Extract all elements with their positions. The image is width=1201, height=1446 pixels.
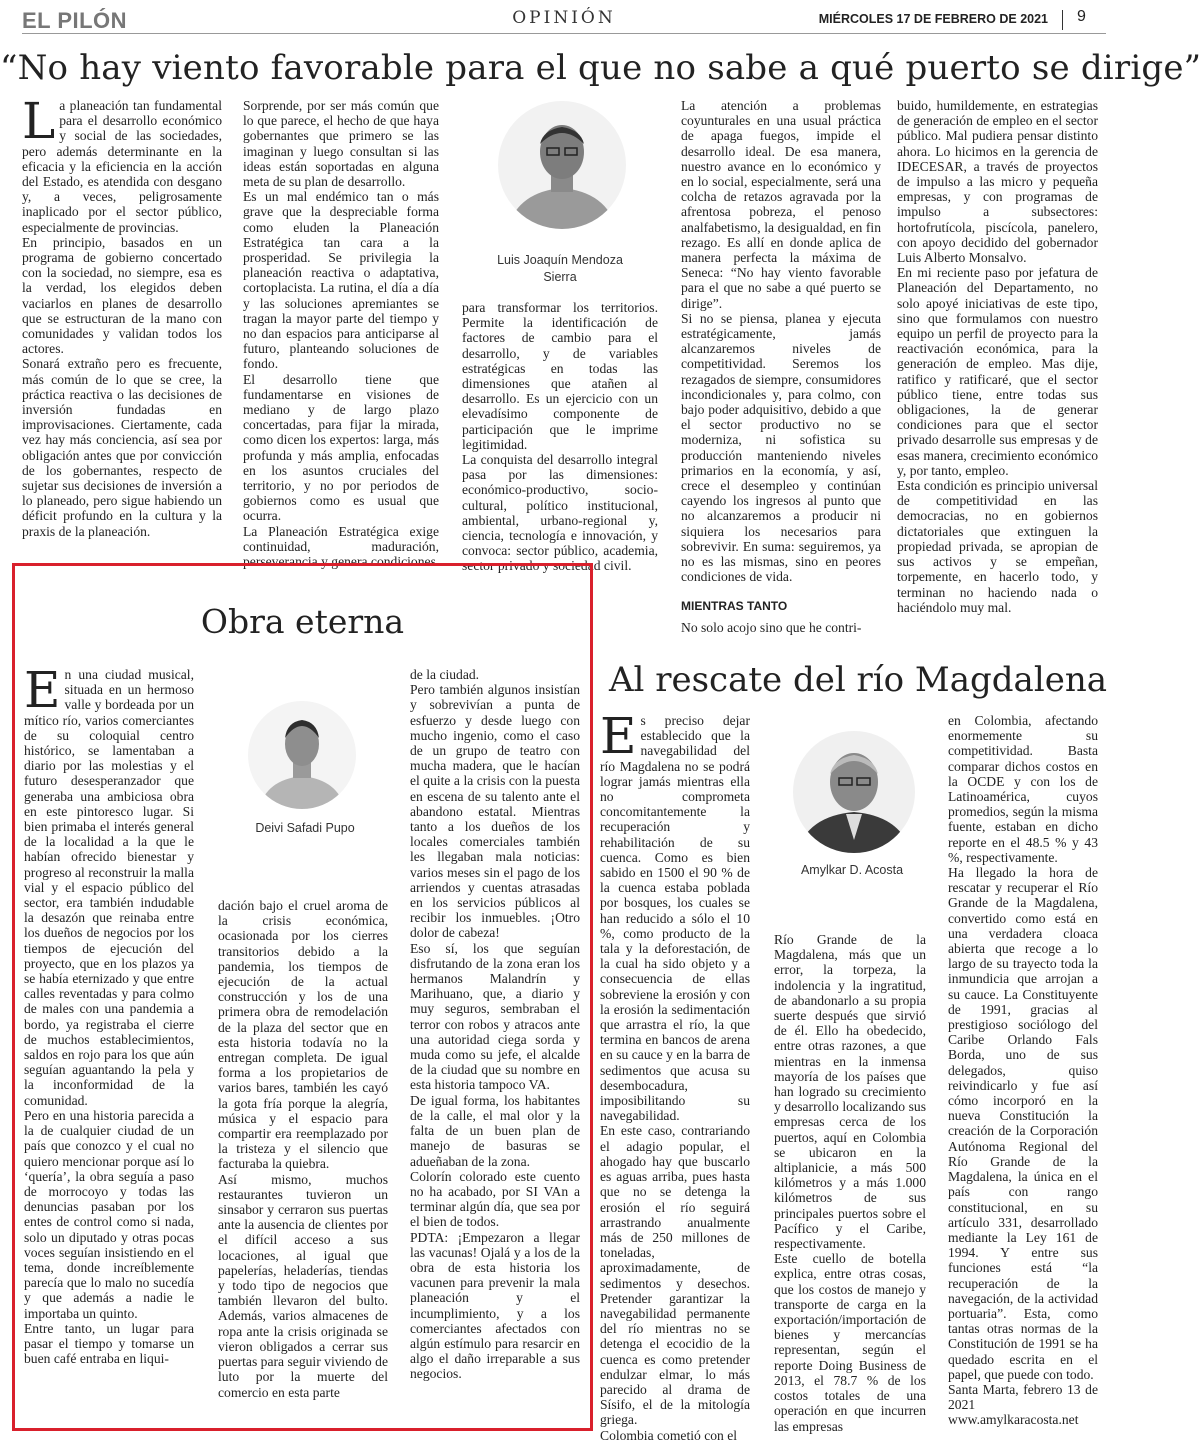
article2-column-1 [24,661,194,1423]
article1-text-3: para transformar los territorios. Permite la identificación de factores de cambio para el desarrollo, y de variables estratégicas en todas las dimensiones que atañen al desarrollo. Es un ejercicio con un elevadísimo componente de participación que le imprime legitimidad. La conquista del desarrollo integral pasa por las dimensiones: económico-productivo, socio-cultural, político institucional, ambiental, urbano-regional y, ciencia, tecnología e innovación, y convoca: sector público, academia, sector privado y sociedad civil. [462,300,658,574]
issue-date: MIÉRCOLES 17 DE FEBRERO DE 2021 [818,12,1048,26]
article2-column-3 [410,667,580,1423]
article3-column-2 [774,932,926,1434]
article2-column-2 [218,898,388,1423]
page-number: 9 [1077,8,1086,25]
article2-text-2: dación bajo el cruel aroma de la crisis económica, ocasionada por los cierres transitorios debido a la pandemia, los tiempos de ejecución de la actual construcción y los de una primera obra de remodelación de la plaza del sector que en esta historia todavía no la entregan completa. De igual forma a los propietarios de varios bares, también les cayó la gota fría porque la alegría, música y el espacio para compartir era reemplazado por la tristeza y el silencio que facturaba la quiebra. Así mismo, muchos restaurantes tuvieron un sinsabor y cerraron sus puertas ante la ausencia de clientes por el difícil acceso a sus locaciones, al igual que papelerías, heladerías, tiendas y todo tipo de negocios que también llevaron del bulto. Además, varios almacenes de ropa ante la crisis originada se vieron obligados a cerrar sus puertas para seguir viviendo de luto por la muerte del comercio en esta parte [218,898,388,1400]
article3-text-2: Río Grande de la Magdalena, más que un error, la torpeza, la indolencia y la ingratitud, de abandonarlo a su propia suerte después que sirvió de él. Ello ha obedecido, entre otras razones, a que mientras en la inmensa mayoría de los países que han logrado su crecimiento y desarrollo localizando sus empresas cerca de los puertos, aquí en Colombia se ubicaron en la altiplanicie, a más 500 kilómetros y a más 1.000 kilómetros de sus principales puertos sobre el Pacífico y el Caribe, respectivamente. Este cuello de botella explica, entre otras cosas, que los costos de manejo y transporte de carga en la exportación/importación de bienes y mercancías representan, según el reporte Doing Business de 2013, el 78.7 % de los costos totales de una operación en que incurren las empresas [774,932,926,1434]
article3-text-3: en Colombia, afectando enormemente su competitividad. Basta comparar dichos costos en la OCDE y con los de Latinoamérica, cuyos promedios, según la misma fuente, estaban en dicho reporte en el 48.5 % y 43 %, respectivamente. Ha llegado la hora de rescatar y recuperar el Río Grande de la Magdalena, convertido como está en una verdadera cloaca abierta que recoge a lo largo de su trayecto toda la inmundicia que arrojan a su cauce. La Constituyente de 1991, gracias al prestigioso sociólogo del Caribe Orlando Fals Borda, uno de sus delegados, quiso reivindicarlo y fue así cómo incorporó en la nueva Constitución la creación de la Corporación Autónoma Regional del Río Grande de la Magdalena, la única en el país con rango constitucional, en su artículo 331, desarrollado mediante la Ley 161 de 1994. Y entre sus funciones está “la recuperación de la navegación, de la actividad portuaria”. Esta, como tantas otras normas de la Constitución de 1991 se ha quedado escrita en el papel, que puede con todo. Santa Marta, febrero 13 de 2021 www.amylkaracosta.net [948,713,1098,1428]
drop-cap: E [24,661,61,719]
article2-text-1: n una ciudad musical, situada en un hermoso valle y bordeada por un mítico río, varios comerciantes de su coloquial centro histórico, se lamentaban a diario por las molestias y el futuro desesperanzador que generaba una ambiciosa obra en este pintoresco lugar. Si bien primaba el interés general de la localidad a la que le habían ofrecido bienestar y progreso al reconstruir la malla vial y el espacio público del sector, era también indudable la desazón que reinaba entre los dueños de negocios por los tiempos de ejecución del proyecto, que en los plazos ya se había eternizado y que entre calles reventadas y para colmo de males con una pandemia a bordo, ya registraba el cierre de muchos establecimientos, saldos en rojo para los que aún seguían aguantando la pela y la inconformidad de la comunidad. Pero en una historia parecida a la de cualquier ciudad de un país que conozco y el cual no quiero mencionar porque así lo ‘quería’, la obra seguía a paso de morrocoyo y todas las denuncias pasaban por los entes de control como si nada, solo un diputado y otras pocas voces seguían insistiendo en el tema, donde increíblemente parecía que lo malo no sucedía y que además a nadie le importaba un quinto. Entre tanto, un lugar para pasar el tiempo y tomarse un buen café entraba en liqui- [24,667,194,1367]
article1-subhead: MIENTRAS TANTO [681,598,788,613]
section-title: OPINIÓN [512,8,616,28]
author-caption-safadi: Deivi Safadi Pupo [255,821,355,835]
article3-column-3 [948,713,1098,1427]
article1-text-4: La atención a problemas coyunturales en una usual práctica de apaga fuegos, impide el desarrollo ideal. De esa manera, nuestro avance en lo económico y en lo social, especialmente, será una colcha de retazos agravada por la afrentosa pobreza, el penoso analfabetismo, la desigualdad, en fin rezago. Es allí en donde aplica de manera perfecta la máxima de Seneca: “No hay viento favorable para el que no sabe a qué puerto se dirige”. Si no se piensa, planea y ejecuta estratégicamente, jamás alcanzaremos niveles de competitividad. Seremos los rezagados de siempre, consumidores incondicionales y, para colmo, con bajo poder adquisitivo, debido a que el sector productivo no se moderniza, ni sofistica su producción manteniendo niveles primarios en la economía, y así, crece el desempleo y continúan cayendo los ingresos al punto que no alcanzaremos a producir ni siquiera los necesarios para sobrevivir. En suma: seguiremos, ya no es las mismas, sino en peores condiciones de vida. [681,98,881,585]
drop-cap: L [22,92,56,150]
author-photo-safadi [247,700,357,810]
article-headline-main: “No hay viento favorable para el que no sabe a qué puerto se dirige” [0,48,1201,88]
article-headline-rio: Al rescate del río Magdalena [609,660,1107,700]
article2-text-3: de la ciudad. Pero también algunos insistían y sobrevivían a punta de esfuerzo y desde luego con mucho ingenio, como el caso de un grupo de teatro con mucha madera, que le hacían el quite a la crisis con la puesta en escena de su talento ante el abandono estatal. Mientras tanto a los dueños de los locales comerciales también les llegaban mala noticias: varios meses sin el pago de los arriendos y cuentas atrasadas en los servicios públicos al recibir los inmuebles. ¡Otro dolor de cabeza! Eso sí, los que seguían disfrutando de la zona eran los hermanos Malandrín y Marihuano, que, a diario y muy seguros, sembraban el terror con robos y atracos ante una autoridad ciega sorda y muda como su jefe, el alcalde de la ciudad que su nombre en esta historia tampoco VA. De igual forma, los habitantes de la calle, el mal olor y la falta de un buen plan de manejo de basuras se adueñaban de la zona. Colorín colorado este cuento no ha acabado, por SI VAn a terminar algún día, que sea por el bien de todos. PDTA: ¡Empezaron a llegar las vacunas! Ojalá y a los de la obra de esta historia los vacunen para prevenir la mala planeación y el incumplimiento, y a los comerciantes afectados con algún estímulo para resarcir en algo el daño irreparable a sus negocios. [410,667,580,1382]
author-caption-acosta: Amylkar D. Acosta [800,863,904,877]
article-headline-obra: Obra eterna [200,602,405,641]
header-rule [22,33,1106,34]
article1-text-5: buido, humildemente, en estrategias de generación de empleo en el sector público. Mal pudiera pensar distinto ahora. Lo hicimos en la gerencia de IDECESAR, a través de proyectos de impulso a las micro y pequeña empresas, y con programas de impulso a subsectores: hortofrutícola, piscícola, panelero, con apoyo decidido del gobernador Luis Alberto Monsalvo. En mi reciente paso por jefatura de Planeación del Departamento, no solo apoyé iniciativas de este tipo, sino que formulamos con nuestro equipo un perfil de proyecto para la reactivación económica, para la generación de empleo. Mas dije, ratifico y ratificaré, que el sector público tiene, entre todas sus obligaciones, la de generar condiciones para que el sector privado desarrolle sus empresas y de esas manera, crecimiento económico y, por tanto, empleo. Esta condición es principio universal de competitividad en las democracias, no en gobiernos dictatoriales que extinguen la propiedad privada, se apropian de sus activos y se empeñan, torpemente, en hacerlo todo, y terminan no haciendo nada o haciéndolo muy mal. [897,98,1098,615]
article1-text-1: a planeación tan fundamental para el desarrollo económico y social de las sociedades, pero además determinante en la eficacia y la eficiencia en la acción del Estado, es atendida con desgano y, a veces, peligrosamente inaplicado por el sector público, especialmente de provincias. En principio, basados en un programa de gobierno concertado con la sociedad, no siempre, esa es la verdad, los elegidos deben vaciarlos en planes de desarrollo que se estructuran de la mano con comunidades y validan todos los actores. Sonará extraño pero es frecuente, más común de lo que se cree, la práctica reactiva o las decisiones de inversión fundadas en improvisaciones. Ciertamente, cada vez hay más conciencia, así sea por obligación antes que por convicción de los gobernantes, respecto de sujetar sus decisiones de inversión a lo planeado, pero sigue habiendo un déficit profundo en la cultura y la praxis de la planeación. [22,98,222,539]
article1-column-2 [243,98,439,570]
article1-text-4b: No solo acojo sino que he contri- [681,619,862,635]
article3-column-1 [600,707,750,1443]
article3-text-1: s preciso dejar establecido que la navegabilidad del río Magdalena no se podrá lograr jamás mientras ella no comprometa concomitantemente la recuperación y rehabilitación de su cuenca. Como es bien sabido en 1500 el 90 % de la cuenca estaba poblada por bosques, los cuales se han reducido a sólo el 10 %, como producto de la tala y la deforestación, de la cual ha sido objeto y a consecuencia de ellas sobreviene la erosión y con la erosión la sedimentación que arrastra el río, la que termina en bancos de arena en su cauce y en la barra de sedimentos que acusa su desembocadura, imposibilitando su navegabilidad. En este caso, contrariando el adagio popular, el ahogado hay que buscarlo es aguas arriba, pues hasta que no se detenga la erosión el río seguirá arrastrando anualmente más de 250 millones de toneladas, aproximadamente, de sedimentos y desechos. Pretender garantizar la navegabilidad permanente del río mientras no se detenga el ecocidio de la cuenca es como pretender endulzar elmar, lo más parecido al drama de Sísifo, el de la mitología griega. Colombia cometió con el [600,713,750,1443]
newspaper-logo: EL PILÓN [22,8,128,33]
drop-cap: E [600,707,637,765]
article1-column-1 [22,92,222,550]
author-caption-mendoza: Luis Joaquín Mendoza Sierra [497,253,623,284]
article1-column-3 [462,300,658,574]
author-photo-mendoza [497,100,627,230]
divider [1062,10,1063,30]
author-photo-acosta [792,730,917,855]
article1-column-4 [681,98,881,635]
article1-column-5 [897,98,1098,628]
article1-text-2: Sorprende, por ser más común que lo que parece, el hecho de que haya gobernantes que primero se las imaginan y luego consultan si las ideas están soportadas en alguna meta de su plan de desarrollo. Es un mal endémico tan o más grave que la despreciable forma como eluden la Planeación Estratégica tan cara a la prosperidad. Se privilegia la planeación reactiva o adaptativa, cortoplacista. La rutina, el día a día y las soluciones apremiantes se tragan la mayor parte del tiempo y no dan espacios para anticiparse al futuro, planteando soluciones de fondo. El desarrollo tiene que fundamentarse en visiones de mediano y de largo plazo concertadas, para fijar la mirada, como dicen los expertos: larga, más profunda y más amplia, enfocadas en los asuntos cruciales del territorio, y no por periodos de gobiernos como es usual que ocurra. La Planeación Estratégica exige continuidad, maduración, perseverancia y genera condiciones [243,98,439,570]
